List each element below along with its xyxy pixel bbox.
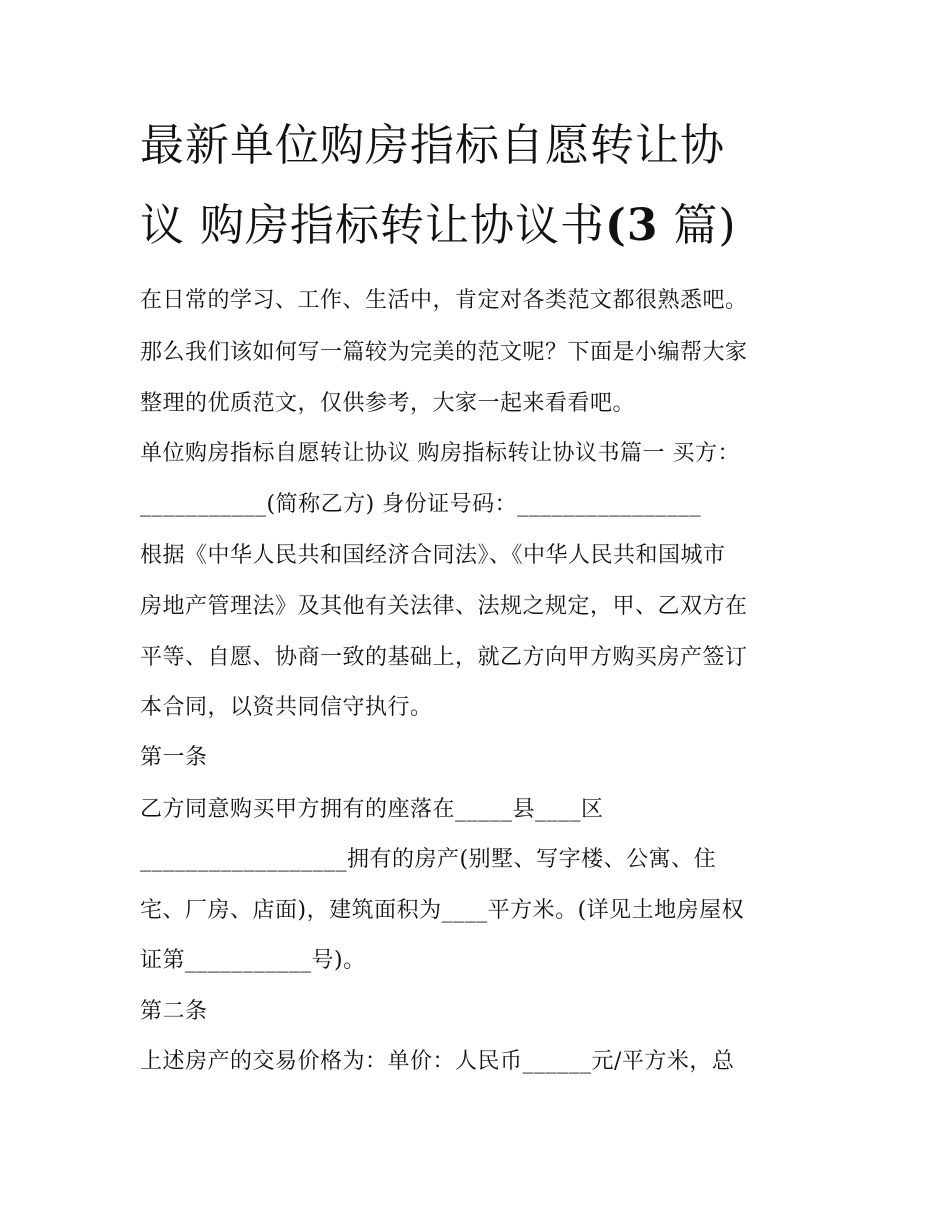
body-line: 上述房产的交易价格为：单价：人民币______元/平方米，总 [140, 1049, 735, 1074]
title-text: 议 购房指标转让协议书 [140, 200, 605, 251]
article-heading: 第一条 [140, 745, 208, 770]
intro-line: 整理的优质范文，仅供参考，大家一起来看看吧。 [140, 391, 636, 416]
title-count: (3 [605, 200, 659, 251]
document-title-line-1: 最新单位购房指标自愿转让协 [140, 120, 725, 171]
body-line: 单位购房指标自愿转让协议 购房指标转让协议书篇一 买方： [140, 441, 740, 466]
document-title-line-2 [140, 202, 820, 250]
body-line: 本合同，以资共同信守执行。 [140, 695, 433, 720]
article-heading: 第二条 [140, 999, 208, 1024]
body-line: 乙方同意购买甲方拥有的座落在_____县____区 [140, 797, 604, 822]
title-suffix: 篇) [658, 200, 737, 251]
intro-line: 在日常的学习、工作、生活中，肯定对各类范文都很熟悉吧。 [140, 288, 748, 313]
body-line: __________________拥有的房产(别墅、写字楼、公寓、住 [140, 847, 717, 872]
body-line: 平等、自愿、协商一致的基础上，就乙方向甲方购买房产签订 [140, 645, 748, 670]
intro-line: 那么我们该如何写一篇较为完美的范文呢？下面是小编帮大家 [140, 340, 748, 365]
body-line: 房地产管理法》及其他有关法律、法规之规定，甲、乙双方在 [140, 594, 748, 619]
body-line: 证第___________号)。 [140, 948, 366, 973]
body-line: 根据《中华人民共和国经济合同法》、《中华人民共和国城市 [140, 543, 726, 568]
body-line: 宅、厂房、店面)，建筑面积为____平方米。(详见土地房屋权 [140, 898, 745, 923]
body-line: ___________(简称乙方) 身份证号码：________________ [140, 492, 702, 517]
